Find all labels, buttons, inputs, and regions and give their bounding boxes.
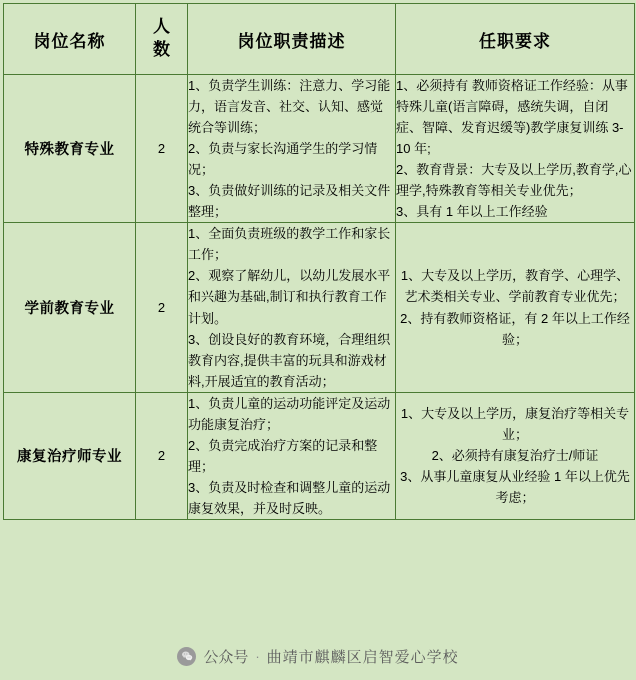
requirement-item: 3、具有 1 年以上工作经验 bbox=[396, 204, 548, 220]
requirement-item: 2、必须持有康复治疗士/师证 bbox=[431, 448, 599, 464]
duty-item: 1、全面负责班级的教学工作和家长工作； bbox=[188, 226, 391, 263]
table-row bbox=[4, 75, 635, 223]
duty-item: 3、创设良好的教育环境，合理组织教育内容,提供丰富的玩具和游戏材料,开展适宜的教育活动； bbox=[188, 331, 391, 389]
position-requirement bbox=[396, 392, 635, 519]
account-name: 曲靖市麒麟区启智爱心学校 bbox=[266, 648, 459, 666]
table-body bbox=[4, 75, 635, 520]
position-count: 2 bbox=[136, 392, 188, 519]
requirement-item: 1、大专及以上学历，教育学、心理学、艺术类相关专业、学前教育专业优先； bbox=[400, 268, 630, 305]
position-name: 康复治疗师专业 bbox=[4, 392, 136, 519]
column-header-duty: 岗位职责描述 bbox=[188, 4, 396, 75]
position-duty bbox=[188, 75, 396, 223]
separator-dot: · bbox=[255, 648, 260, 664]
duty-item: 1、负责学生训练：注意力、学习能力，语言发音、社交、认知、感觉统合等训练； bbox=[188, 78, 391, 136]
position-duty bbox=[188, 392, 396, 519]
position-name: 学前教育专业 bbox=[4, 223, 136, 392]
duty-item: 3、负责做好训练的记录及相关文件整理； bbox=[188, 183, 391, 220]
job-positions-table bbox=[3, 3, 635, 520]
requirement-item: 2、教育背景：大专及以上学历,教育学,心理学,特殊教育等相关专业优先； bbox=[396, 162, 632, 199]
requirement-item: 1、大专及以上学历，康复治疗等相关专业； bbox=[400, 406, 630, 443]
duty-item: 3、负责及时检查和调整儿童的运动康复效果，并及时反映。 bbox=[188, 479, 391, 516]
column-header-count-label: 人数 bbox=[153, 17, 171, 59]
position-count: 2 bbox=[136, 75, 188, 223]
duty-item: 2、观察了解幼儿，以幼儿发展水平和兴趣为基础,制订和执行教育工作计划。 bbox=[188, 268, 391, 326]
column-header-name: 岗位名称 bbox=[4, 4, 136, 75]
footer-watermark bbox=[0, 632, 636, 680]
duty-item: 1、负责儿童的运动功能评定及运动功能康复治疗； bbox=[188, 395, 391, 432]
duty-item: 2、负责与家长沟通学生的学习情况； bbox=[188, 141, 378, 178]
position-requirement bbox=[396, 223, 635, 392]
job-listing-page bbox=[0, 3, 636, 680]
column-header-count bbox=[136, 4, 188, 75]
requirement-item: 3、从事儿童康复从业经验 1 年以上优先考虑； bbox=[400, 469, 630, 506]
table-row bbox=[4, 392, 635, 519]
position-requirement bbox=[396, 75, 635, 223]
requirement-item: 1、必须持有 教师资格证工作经验：从事特殊儿童(语言障碍，感统失调，自闭症、智障、发育迟缓等)教学康复训练 3-10 年; bbox=[396, 78, 628, 157]
wechat-label: 公众号 bbox=[203, 648, 249, 666]
table-header bbox=[4, 4, 635, 75]
wechat-icon bbox=[177, 647, 196, 666]
position-count: 2 bbox=[136, 223, 188, 392]
requirement-item: 2、持有教师资格证，有 2 年以上工作经验； bbox=[400, 310, 630, 347]
table-header-row bbox=[4, 4, 635, 75]
column-header-requirement: 任职要求 bbox=[396, 4, 635, 75]
table-row bbox=[4, 223, 635, 392]
position-name: 特殊教育专业 bbox=[4, 75, 136, 223]
position-duty bbox=[188, 223, 396, 392]
duty-item: 2、负责完成治疗方案的记录和整理； bbox=[188, 437, 378, 474]
